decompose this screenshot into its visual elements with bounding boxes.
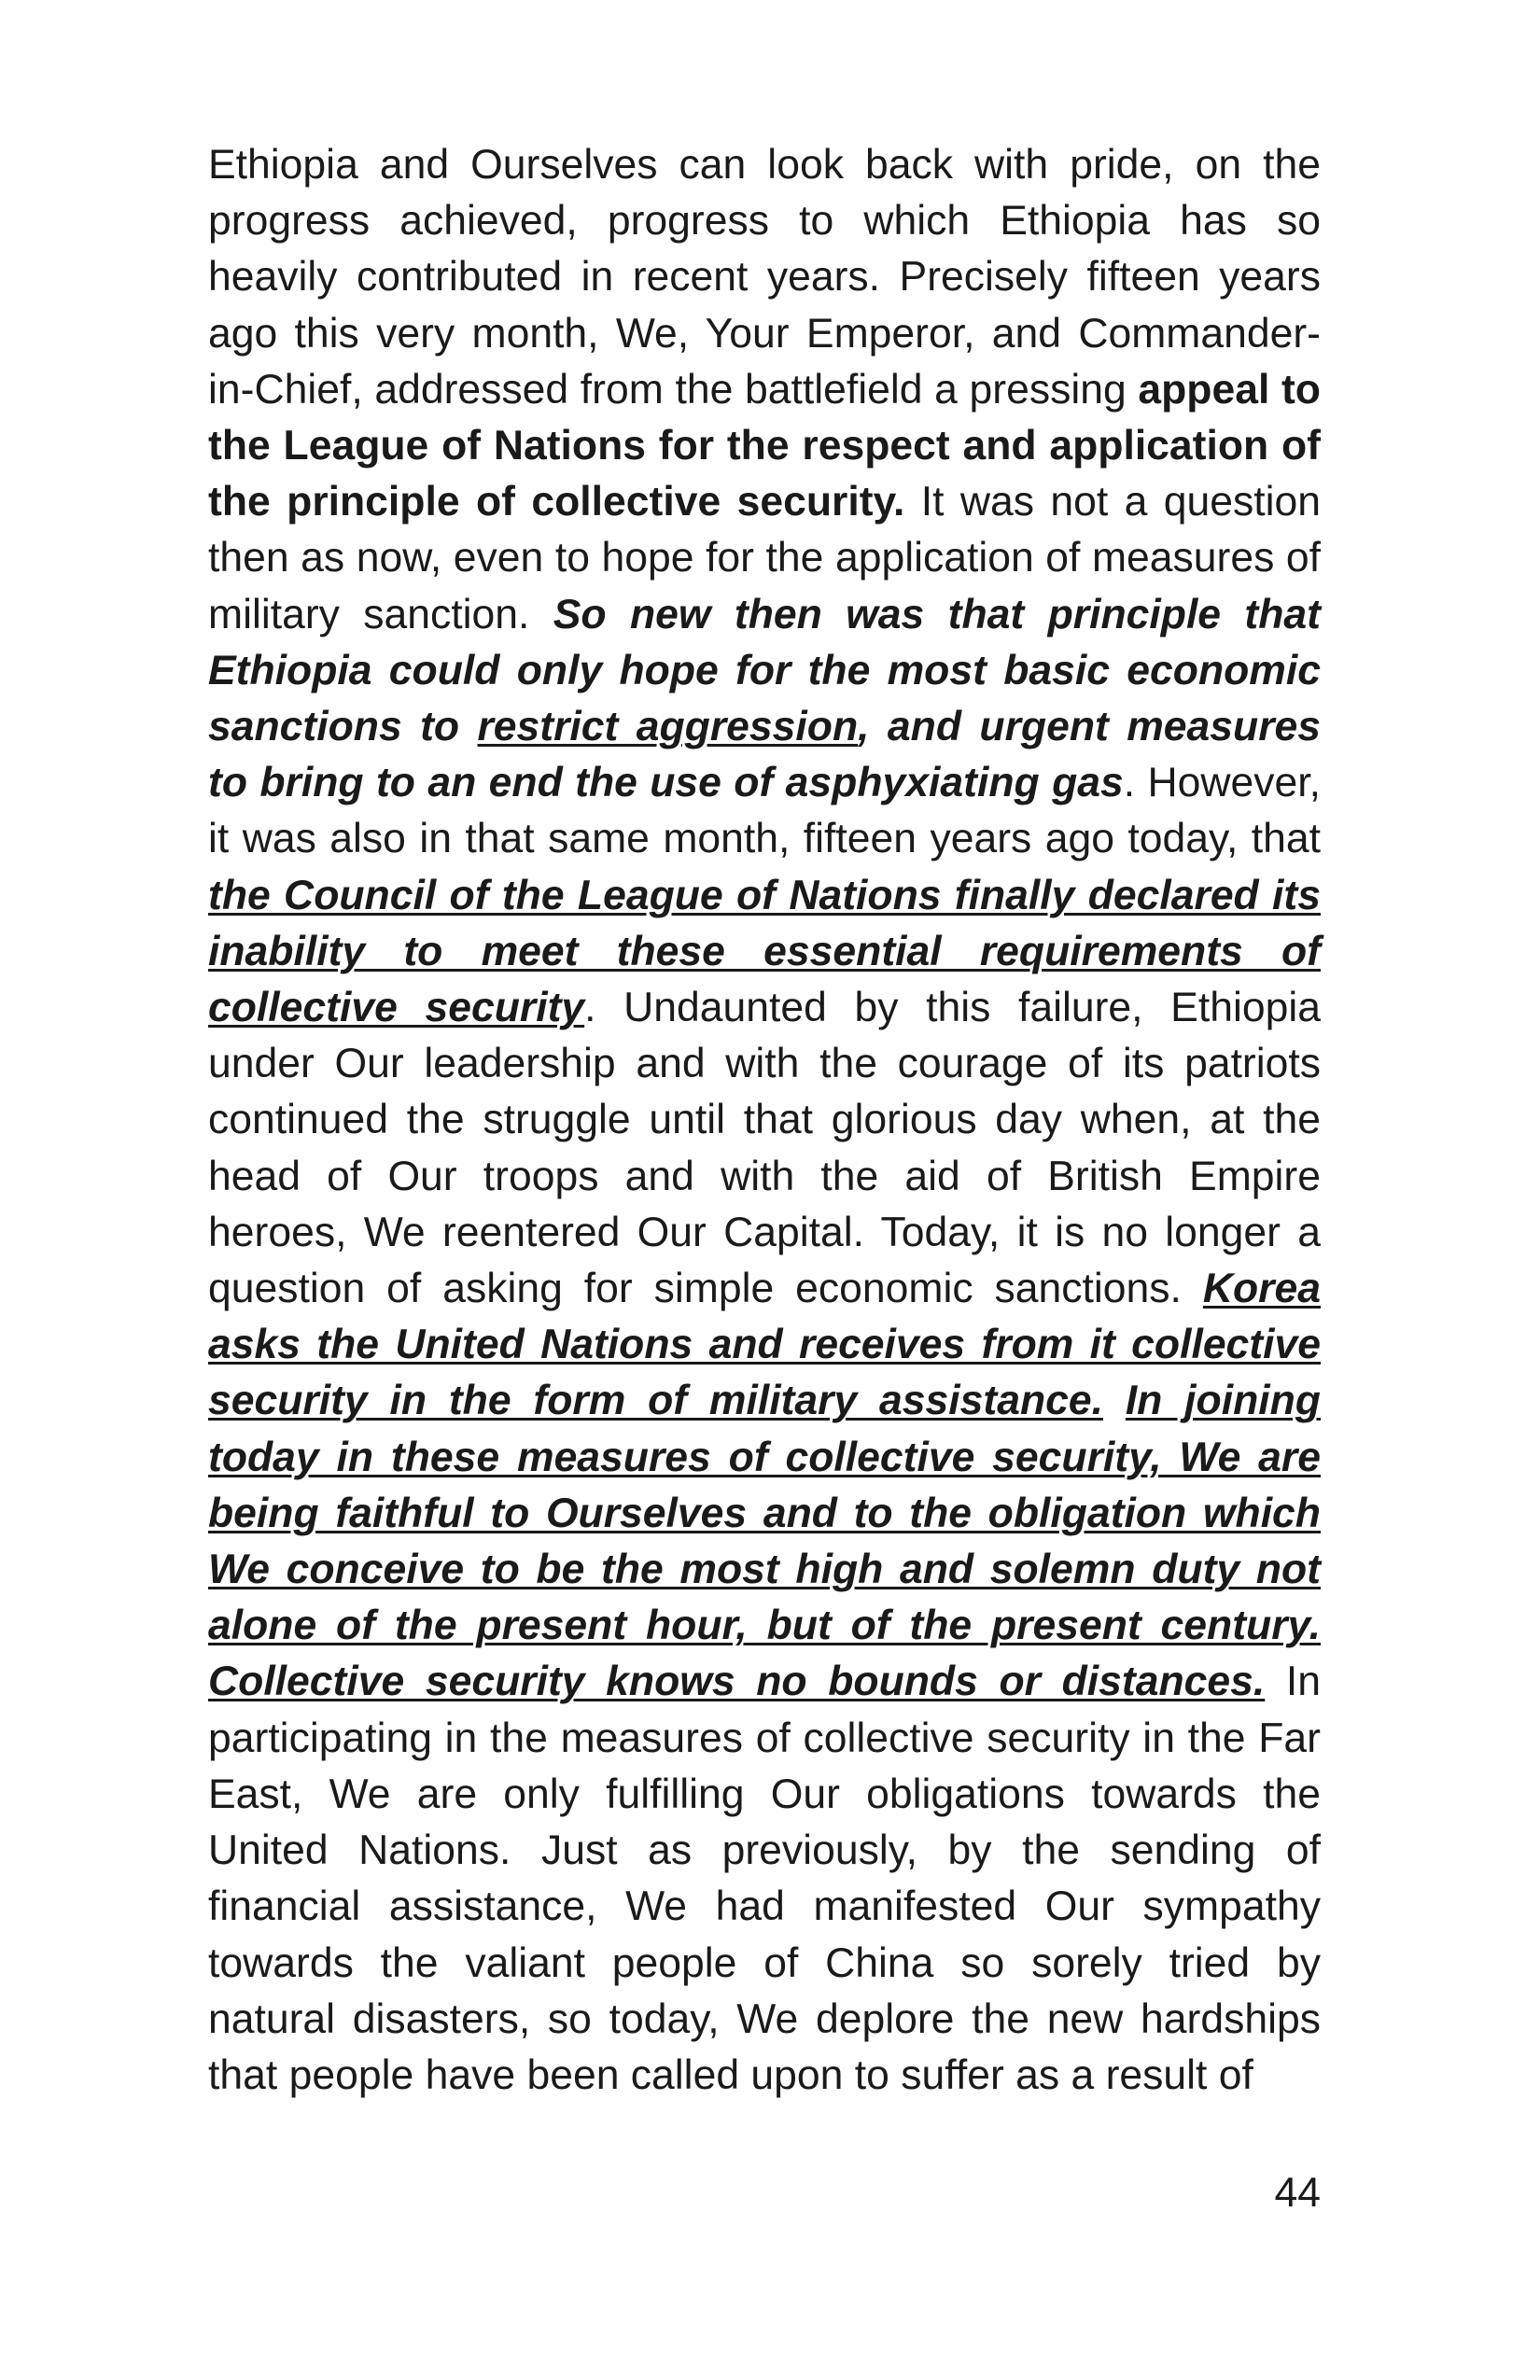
text-run [1103, 1378, 1126, 1423]
body-paragraph [208, 137, 1321, 2104]
underlined-text-run: Korea asks the United Nations and receives from it collective security in the form of military assistance. [208, 1266, 1321, 1424]
underlined-text-run: the Council of the League of Nations finally declared its inability to meet these essential requirements of collective security [208, 872, 1321, 1031]
text-run: It was not a question then as now, even to hope for the application of measures of military sanction. [208, 479, 1321, 637]
underlined-text-run: restrict aggression [477, 704, 859, 750]
text-run: . However, it was also in that same month, fifteen years ago today, that [208, 760, 1321, 862]
text-run: Ethiopia and Ourselves can look back with pride, on the progress achieved, progress to which Ethiopia has so heavily contributed in recent years. Precisely fifteen years ago this very month, We, Your Emperor, and Commander-in-Chief, addressed from the battlefield a pressing [208, 142, 1321, 413]
page-number: 44 [1274, 2170, 1321, 2216]
bold-text-run: appeal to the League of Nations for the respect and application of the principle of collective security. [208, 366, 1321, 525]
underlined-text-run: In joining today in these measures of collective security, We are being faithful to Ourselves and to the obligation which We conceive to be the most high and solemn duty not alone of the present hour, but of the present century. Collective security knows no bounds or distances. [208, 1378, 1321, 1705]
text-run: In participating in the measures of collective security in the Far East, We are only fulfilling Our obligations towards the United Nations. Just as previously, by the sending of financial assistance, We had manifested Our sympathy towards the valiant people of China so sorely tried by natural disasters, so today, We deplore the new hardships that people have been called upon to suffer as a result of [208, 1659, 1321, 2098]
bold-italic-text-run: , and urgent measures to bring to an end the use of asphyxiating gas [208, 704, 1322, 806]
text-run: . Undaunted by this failure, Ethiopia under Our leadership and with the courage of its patriots continued the struggle until that glorious day when, at the head of Our troops and with the aid of British Empire heroes, We reentered Our Capital. Today, it is no longer a question of asking for simple economic sanctions. [208, 985, 1321, 1312]
bold-italic-text-run: So new then was that principle that Ethiopia could only hope for the most basic economic sanctions to [208, 591, 1321, 750]
